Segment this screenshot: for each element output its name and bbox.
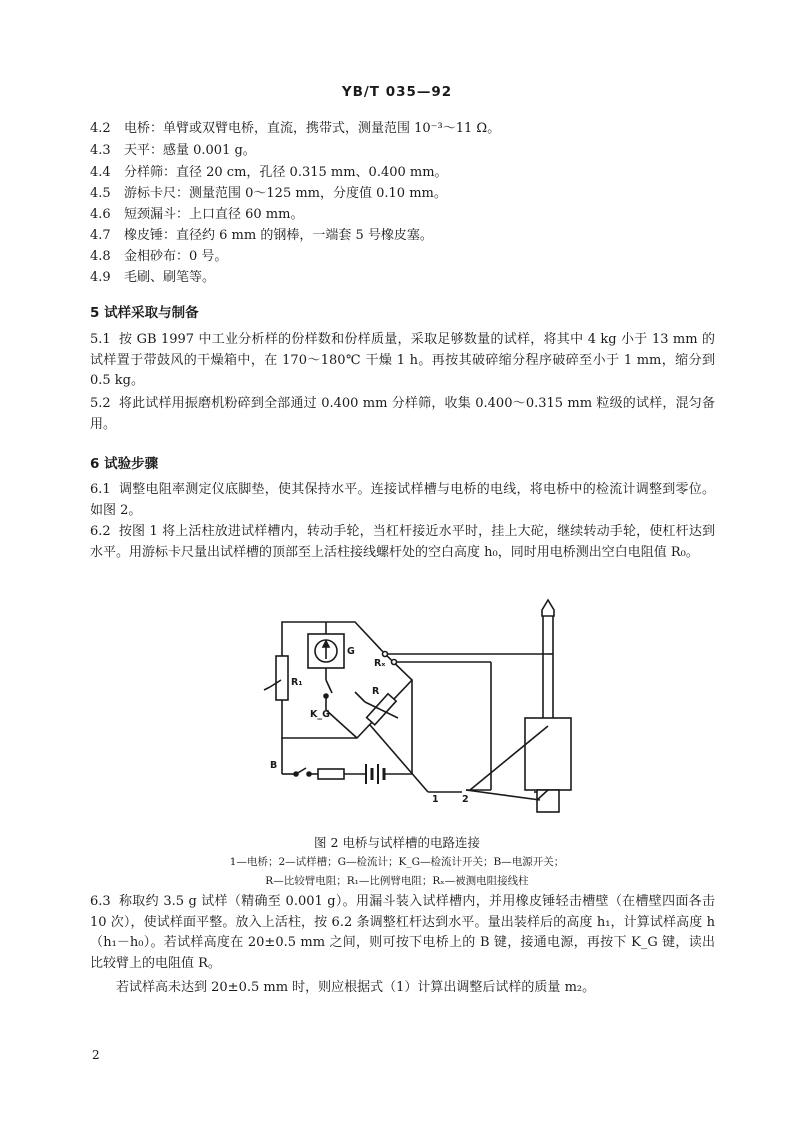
item-text: 毛刷、刷笔等。 — [124, 270, 216, 285]
list-item — [90, 141, 256, 161]
figure-legend-line-1: 1—电桥；2—试样槽；G—检流计；K_G—检流计开关；B—电源开关； — [229, 856, 565, 868]
item-text: 天平：感量 0.001 g。 — [124, 143, 256, 158]
item-text: 分样筛：直径 20 cm，孔径 0.315 mm、0.400 mm。 — [124, 165, 448, 180]
paragraph — [90, 394, 715, 435]
b-contact-left — [294, 772, 298, 776]
item-number: 4.5 — [90, 186, 111, 201]
paragraph-number: 6.1 — [90, 482, 111, 497]
paragraph — [90, 978, 715, 999]
label-r1: R₁ — [291, 677, 303, 688]
kg-switch-blade — [326, 680, 332, 693]
paragraph — [90, 522, 715, 563]
sample-cell-body — [525, 718, 571, 790]
sample-cell-base — [537, 790, 559, 812]
rx-terminal-a — [383, 652, 388, 657]
list-item — [90, 205, 303, 225]
paragraph-text: 调整电阻率测定仪底脚垫，使其保持水平。连接试样槽与电桥的电线，将电桥中的检流计调整到零位。如图 2。 — [90, 482, 715, 518]
label-rx: Rₓ — [374, 658, 386, 669]
figure-legend-line-2: R—比较臂电阻；R₁—比例臂电阻；Rₓ—被测电阻接线柱 — [265, 875, 529, 887]
item-text: 短颈漏斗：上口直径 60 mm。 — [124, 207, 304, 222]
list-item — [90, 247, 227, 267]
item-text: 电桥：单臂或双臂电桥，直流，携带式，测量范围 10⁻³～11 Ω。 — [124, 121, 501, 136]
list-item — [90, 268, 215, 288]
paragraph-number: 5.1 — [90, 332, 111, 347]
section-heading: 6 试验步骤 — [90, 456, 159, 472]
label-g: G — [347, 646, 355, 657]
rx-terminal-b — [392, 660, 397, 665]
paragraph-number: 6.3 — [90, 894, 111, 909]
item-number: 4.2 — [90, 121, 111, 136]
item-number: 4.6 — [90, 207, 111, 222]
item-number: 4.3 — [90, 143, 111, 158]
list-item — [90, 119, 500, 139]
wire-terminal-2-to-cell — [466, 790, 540, 800]
label-1: 1 — [432, 794, 439, 805]
b-contact-right — [307, 772, 311, 776]
item-number: 4.4 — [90, 165, 111, 180]
kg-contact — [324, 694, 328, 698]
figure-caption: 图 2 电桥与试样槽的电路连接 — [314, 835, 480, 850]
paragraph-text: 按 GB 1997 中工业分析样的份样数和份样质量，采取足够数量的试样，将其中 4 kg 小于 13 mm 的试样置于带鼓风的干燥箱中，在 170～180℃ 干燥 1 h。再按其破碎缩分程序破碎至小于 1 mm，缩分到 0.5 kg。 — [90, 332, 715, 388]
label-2: 2 — [462, 794, 469, 805]
label-r: R — [372, 686, 380, 697]
kg-to-junction — [326, 710, 357, 738]
r1-resistor — [276, 656, 288, 700]
item-text: 金相砂布：0 号。 — [124, 249, 228, 264]
list-item — [90, 184, 447, 204]
label-kg: K_G — [310, 709, 330, 720]
list-item — [90, 226, 433, 246]
paragraph-text: 按图 1 将上活柱放进试样槽内，转动手轮，当杠杆接近水平时，挂上大砣，继续转动手轮，使杠杆达到水平。用游标卡尺量出试样槽的顶部至上活柱接线螺杆处的空白高度 h₀，同时用电桥测出空白电阻值 R₀。 — [90, 524, 715, 560]
circuit-diagram — [0, 590, 794, 825]
r1-slider-tail — [264, 687, 270, 690]
paragraph — [90, 892, 715, 974]
label-b: B — [270, 760, 278, 771]
page-number: 2 — [92, 1048, 100, 1062]
rod-tip — [542, 600, 554, 616]
paragraph-text: 若试样高未达到 20±0.5 mm 时，则应根据式（1）计算出调整后试样的质量 m₂。 — [116, 980, 596, 995]
section-heading: 5 试样采取与制备 — [90, 305, 199, 321]
paragraph-text: 将此试样用振磨机粉碎到全部通过 0.400 mm 分样筛，收集 0.400～0.315 mm 粒级的试样，混匀备用。 — [90, 396, 715, 432]
item-number: 4.9 — [90, 270, 111, 285]
item-text: 橡皮锤：直径约 6 mm 的钢棒，一端套 5 号橡皮塞。 — [124, 228, 433, 243]
list-item — [90, 163, 448, 183]
item-number: 4.7 — [90, 228, 111, 243]
paragraph-number: 5.2 — [90, 396, 111, 411]
paragraph — [90, 480, 715, 521]
paragraph — [90, 330, 715, 392]
paragraph-text: 称取约 3.5 g 试样（精确至 0.001 g）。用漏斗装入试样槽内，并用橡皮锤轻击槽壁（在槽壁四面各击 10 次），使试样面平整。放入上活柱，按 6.2 条调整杠杆达到水平。量出装样后的高度 h₁，计算试样高度 h（h₁－h₀）。若试样高度在 20±0.5 mm 之间，则可按下电桥上的 B 键，接通电源，再按下 K_G 键，读出比较臂上的电阻值 R。 — [90, 894, 715, 971]
r-slider-tail — [355, 692, 365, 702]
page-header: YB/T 035—92 — [341, 84, 453, 100]
paragraph-number: 6.2 — [90, 524, 111, 539]
series-resistor — [318, 769, 344, 779]
item-number: 4.8 — [90, 249, 111, 264]
item-text: 游标卡尺：测量范围 0～125 mm，分度值 0.10 mm。 — [124, 186, 447, 201]
